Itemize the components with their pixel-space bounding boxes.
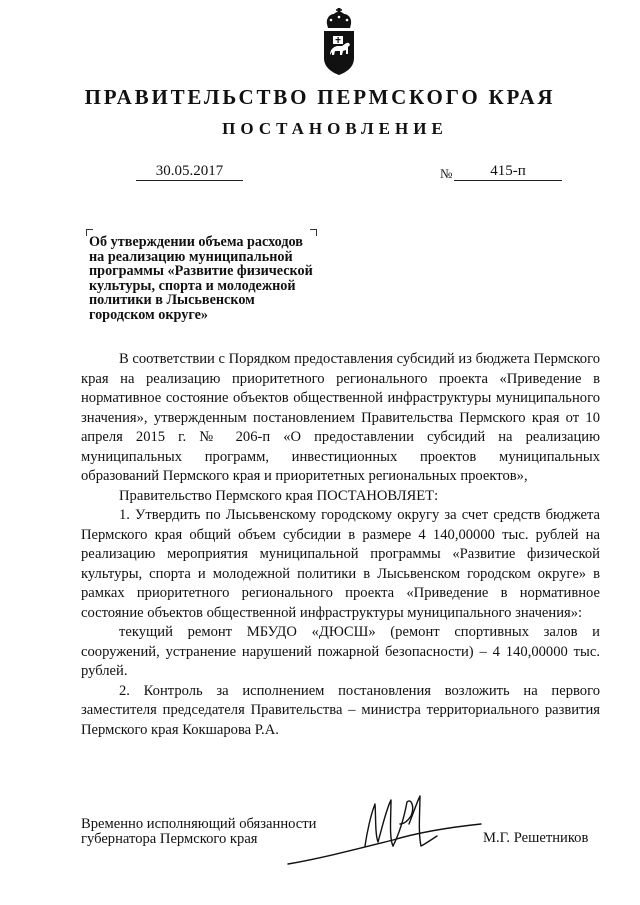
subject-line: программы «Развитие физической <box>89 263 313 280</box>
document-type-title: ПОСТАНОВЛЕНИЕ <box>222 119 448 138</box>
signatory-title-line: губернатора Пермского края <box>81 831 258 847</box>
organization-title: ПРАВИТЕЛЬСТВО ПЕРМСКОГО КРАЯ <box>84 85 556 109</box>
body-paragraph-preamble: В соответствии с Порядком предоставления субсидий из бюджета Пермского края на реализацию приоритетного регионального проекта «Приведение в нормативное состояние объектов общественной инфраструктуры муниципального значения», утвержденным постановлением Правительства Пермского края от 10 апреля 2015 г. № 206-п «О предоставлении субсидий на реализацию муниципальных программ, инвестиционных проектов муниципальных образований Пермского края и приоритетных региональных проектов», <box>81 351 601 484</box>
subject-line: культуры, спорта и молодежной <box>89 277 296 294</box>
coat-of-arms-icon <box>319 8 359 76</box>
signatory-title <box>81 817 316 847</box>
subject-line: политики в Лысьвенском <box>89 292 255 309</box>
body-paragraph-item-2: 2. Контроль за исполнением постановления возложить на первого заместителя председателя Правительства – министра территориального развития Пермского края Кокшарова Р.А. <box>81 682 600 738</box>
handwritten-signature <box>283 788 489 868</box>
body-paragraph-resolves: Правительство Пермского края ПОСТАНОВЛЯЕТ: <box>119 487 439 504</box>
number-sign: № <box>440 166 453 181</box>
body-paragraph-item-1-detail: текущий ремонт МБУДО «ДЮСШ» (ремонт спортивных залов и сооружений, устранение нарушений пожарной безопасности) – 4 140,00000 тыс. рублей. <box>81 624 600 679</box>
signatory-title-line: Временно исполняющий обязанности <box>81 816 317 832</box>
signatory-name: М.Г. Решетников <box>483 830 589 846</box>
subject-line: городском округе» <box>89 306 208 323</box>
subject-line: Об утверждении объема расходов <box>89 234 303 250</box>
document-date: 30.05.2017 <box>136 163 243 181</box>
body-paragraph-item-1: 1. Утвердить по Лысьвенскому городскому округу за счет средств бюджета Пермского края общий объем субсидии в размере 4 140,00000 тыс. рублей на реализацию мероприятия муниципальной программы «Развитие физической культуры, спорта и молодежной политики в Лысьвенском городском округе» в рамках приоритетного регионального проекта «Приведение в нормативное состояние объектов общественной инфраструктуры муниципального значения»: <box>81 507 600 621</box>
document-number: 415-п <box>454 163 562 181</box>
subject-line: на реализацию муниципальной <box>89 248 293 265</box>
document-subject <box>89 235 329 323</box>
document-body <box>81 350 600 740</box>
